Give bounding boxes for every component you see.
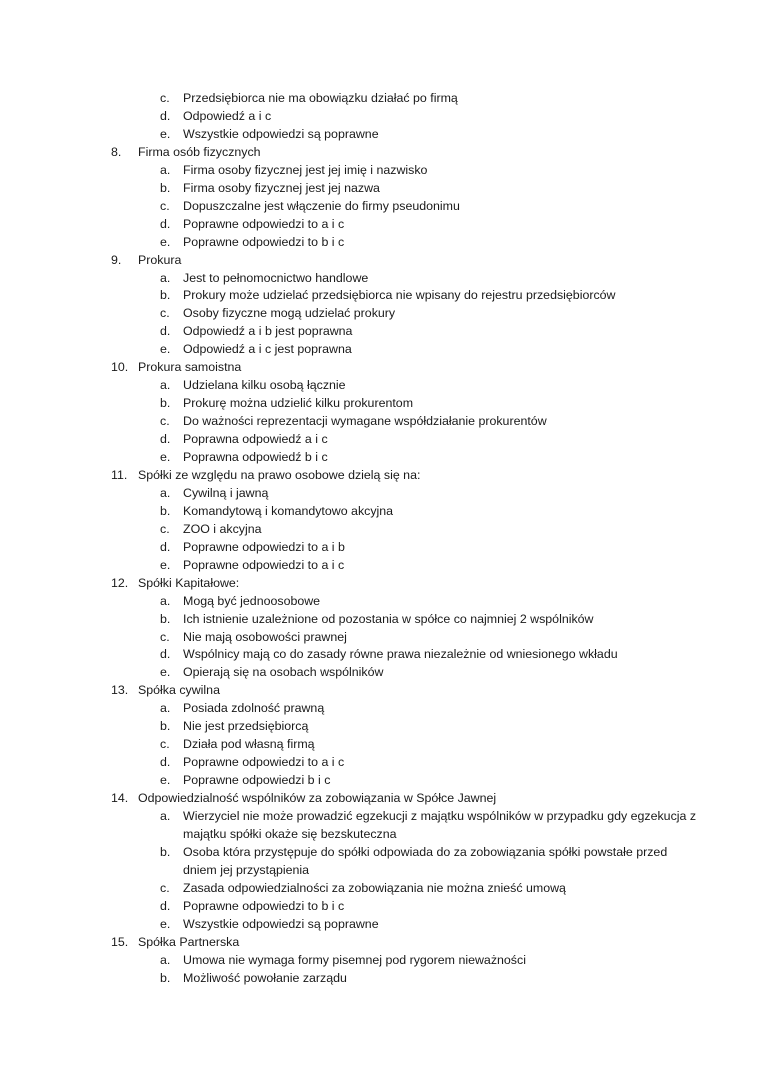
- answer-text: Poprawna odpowiedź b i c: [183, 450, 328, 464]
- answer-line: [0, 448, 760, 466]
- answer-line: [0, 753, 760, 771]
- question-line: [0, 143, 760, 161]
- answer-letter: c.: [160, 880, 170, 895]
- answer-line: [0, 286, 760, 304]
- answer-letter: c.: [160, 414, 170, 429]
- answer-text: Poprawne odpowiedzi b i c: [183, 773, 331, 788]
- answer-letter: e.: [160, 665, 171, 680]
- answer-letter: d.: [160, 755, 171, 770]
- answer-letter: e.: [160, 342, 171, 357]
- answer-text: Wszystkie odpowiedzi są poprawne: [183, 916, 379, 931]
- answer-text: Do ważności reprezentacji wymagane współdziałanie prokurentów: [183, 414, 547, 429]
- answer-line: [0, 304, 760, 322]
- question-number: 15.: [111, 934, 129, 949]
- answer-line: [0, 969, 760, 987]
- question-number: 13.: [111, 683, 129, 698]
- answer-letter: b.: [160, 970, 171, 985]
- answer-line: [0, 807, 760, 825]
- answer-text: Opierają się na osobach wspólników: [183, 665, 384, 680]
- answer-text: Komandytową i komandytowo akcyjna: [183, 503, 394, 518]
- question-line: [0, 789, 760, 807]
- answer-line: [0, 663, 760, 681]
- answer-letter: d.: [160, 324, 171, 339]
- answer-letter: d.: [160, 539, 171, 554]
- answer-letter: a.: [160, 701, 171, 716]
- answer-text: Poprawne odpowiedzi to a i c: [183, 557, 345, 572]
- answer-text: majątku spółki okaże się bezskuteczna: [183, 826, 397, 841]
- answer-letter: b.: [160, 396, 171, 411]
- answer-line: [0, 735, 760, 753]
- answer-text: Ich istnienie uzależnione od pozostania w spółce co najmniej 2 wspólników: [183, 611, 594, 626]
- answer-text: Osoby fizyczne mogą udzielać prokury: [183, 306, 396, 321]
- answer-line: [0, 394, 760, 412]
- answer-letter: b.: [160, 844, 171, 859]
- answer-line: [0, 699, 760, 717]
- answer-letter: e.: [160, 557, 171, 572]
- answer-line: [0, 161, 760, 179]
- answer-line: [0, 340, 760, 358]
- answer-letter: d.: [160, 432, 171, 447]
- answer-line: [0, 592, 760, 610]
- answer-letter: a.: [160, 270, 171, 285]
- answer-text: Prokury może udzielać przedsiębiorca nie wpisany do rejestru przedsiębiorców: [183, 288, 616, 303]
- answer-line: [0, 322, 760, 340]
- answer-text: Prokurę można udzielić kilku prokurentom: [183, 396, 414, 411]
- answer-text: Osoba która przystępuje do spółki odpowiada do za zobowiązania spółki powstałe przed: [183, 844, 668, 859]
- answer-line: [0, 107, 760, 125]
- answer-line: [0, 215, 760, 233]
- answer-letter: e.: [160, 450, 171, 464]
- answer-text: Poprawne odpowiedzi to b i c: [183, 898, 345, 913]
- question-text: Odpowiedzialność wspólników za zobowiązania w Spółce Jawnej: [138, 791, 497, 806]
- answer-line: [0, 233, 760, 251]
- answer-line: [0, 610, 760, 628]
- answer-text: Wszystkie odpowiedzi są poprawne: [183, 126, 379, 141]
- answer-letter: a.: [160, 809, 171, 823]
- answer-line: [0, 645, 760, 663]
- answer-text: Przedsiębiorca nie ma obowiązku działać po firmą: [183, 91, 458, 105]
- answer-letter: c.: [160, 521, 170, 536]
- answer-letter: e.: [160, 773, 171, 788]
- answer-text: Firma osoby fizycznej jest jej imię i nazwisko: [183, 162, 428, 177]
- answer-line: [0, 179, 760, 197]
- answer-line: [0, 376, 760, 394]
- answer-line: [0, 915, 760, 933]
- answer-text: Nie jest przedsiębiorcą: [183, 719, 309, 734]
- answer-text: Wspólnicy mają co do zasady równe prawa niezależnie od wniesionego wkładu: [183, 647, 618, 662]
- question-text: Spółka cywilna: [138, 683, 220, 698]
- answer-text: Poprawna odpowiedź a i c: [183, 432, 328, 447]
- answer-text: Cywilną i jawną: [183, 485, 269, 500]
- answer-line: [0, 843, 760, 861]
- answer-text: Odpowiedź a i c jest poprawna: [183, 342, 352, 357]
- answer-text: Udzielana kilku osobą łącznie: [183, 378, 346, 393]
- answer-text: Działa pod własną firmą: [183, 737, 315, 752]
- answer-letter: d.: [160, 898, 171, 913]
- question-line: [0, 358, 760, 376]
- answer-line: [0, 538, 760, 556]
- answer-letter: c.: [160, 306, 170, 321]
- answer-text: Poprawne odpowiedzi to a i c: [183, 216, 345, 231]
- question-number: 11.: [111, 467, 128, 482]
- answer-text: Jest to pełnomocnictwo handlowe: [183, 270, 369, 285]
- answer-line: [0, 502, 760, 520]
- answer-letter: b.: [160, 180, 171, 195]
- answer-line: [0, 717, 760, 735]
- answer-text: Odpowiedź a i c: [183, 108, 272, 123]
- answer-text: Wierzyciel nie może prowadzić egzekucji z majątku wspólników w przypadku gdy egzekucja z: [183, 809, 697, 823]
- question-number: 8.: [111, 144, 122, 159]
- question-text: Spółka Partnerska: [138, 934, 240, 949]
- answer-text: Poprawne odpowiedzi to a i b: [183, 539, 345, 554]
- answer-line: [0, 197, 760, 215]
- answer-letter: d.: [160, 647, 171, 662]
- answer-letter: a.: [160, 162, 171, 177]
- answer-line: [0, 951, 760, 969]
- answer-letter: c.: [160, 91, 170, 105]
- answer-text: Firma osoby fizycznej jest jej nazwa: [183, 180, 380, 195]
- answer-letter: a.: [160, 485, 171, 500]
- answer-line: [0, 89, 760, 107]
- answer-line: [0, 556, 760, 574]
- answer-letter: b.: [160, 719, 171, 734]
- answer-text: Umowa nie wymaga formy pisemnej pod rygorem nieważności: [183, 952, 526, 967]
- answer-text: Zasada odpowiedzialności za zobowiązania nie można znieść umową: [183, 880, 566, 895]
- answer-letter: e.: [160, 126, 171, 141]
- answer-letter: b.: [160, 611, 171, 626]
- answer-text: Mogą być jednoosobowe: [183, 593, 321, 608]
- question-line: [0, 681, 760, 699]
- answer-letter: e.: [160, 916, 171, 931]
- answer-letter: d.: [160, 108, 171, 123]
- question-text: Spółki Kapitałowe:: [138, 575, 240, 590]
- question-line: [0, 466, 760, 484]
- answer-line: [0, 879, 760, 897]
- answer-text: Nie mają osobowości prawnej: [183, 629, 347, 644]
- answer-line: [0, 771, 760, 789]
- answer-text: ZOO i akcyjna: [183, 521, 262, 536]
- answer-letter: d.: [160, 216, 171, 231]
- answer-letter: b.: [160, 288, 171, 303]
- answer-line: [0, 269, 760, 287]
- question-number: 9.: [111, 252, 122, 267]
- question-text: Prokura: [138, 252, 182, 267]
- answer-letter: e.: [160, 234, 171, 249]
- question-line: [0, 933, 760, 951]
- answer-continuation-line: [0, 861, 760, 879]
- answer-letter: b.: [160, 503, 171, 518]
- answer-letter: c.: [160, 198, 170, 213]
- answer-text: Możliwość powołanie zarządu: [183, 970, 347, 985]
- answer-letter: c.: [160, 737, 170, 752]
- answer-letter: a.: [160, 952, 171, 967]
- answer-text: Dopuszczalne jest włączenie do firmy pseudonimu: [183, 198, 460, 213]
- answer-letter: c.: [160, 629, 170, 644]
- question-number: 14.: [111, 791, 129, 806]
- question-line: [0, 251, 760, 269]
- answer-text: Odpowiedź a i b jest poprawna: [183, 324, 353, 339]
- answer-text: dniem jej przystąpienia: [183, 862, 310, 877]
- answer-continuation-line: [0, 825, 760, 843]
- answer-line: [0, 484, 760, 502]
- question-text: Spółki ze względu na prawo osobowe dzielą się na:: [138, 467, 421, 482]
- answer-line: [0, 125, 760, 143]
- answer-line: [0, 430, 760, 448]
- answer-letter: a.: [160, 378, 171, 393]
- answer-text: Poprawne odpowiedzi to b i c: [183, 234, 345, 249]
- answer-line: [0, 412, 760, 430]
- answer-line: [0, 520, 760, 538]
- question-number: 12.: [111, 575, 129, 590]
- answer-line: [0, 628, 760, 646]
- answer-text: Poprawne odpowiedzi to a i c: [183, 755, 345, 770]
- question-text: Firma osób fizycznych: [138, 144, 261, 159]
- question-line: [0, 574, 760, 592]
- answer-text: Posiada zdolność prawną: [183, 701, 325, 716]
- question-text: Prokura samoistna: [138, 360, 242, 375]
- answer-letter: a.: [160, 593, 171, 608]
- answer-line: [0, 897, 760, 915]
- question-number: 10.: [111, 360, 129, 375]
